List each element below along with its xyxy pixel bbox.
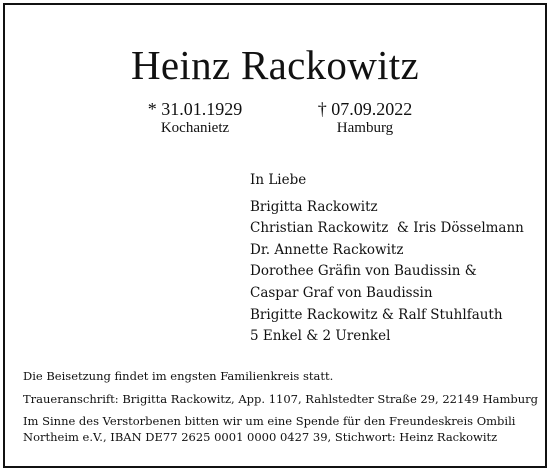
mourner-line: Dr. Annette Rackowitz: [250, 241, 404, 258]
mourner-line: Brigitta Rackowitz: [250, 198, 378, 215]
death-place: Hamburg: [336, 120, 394, 136]
birth-place: Kochanietz: [160, 120, 230, 136]
mourner-line: Brigitte Rackowitz & Ralf Stuhlfauth: [250, 306, 503, 323]
death-date: † 07.09.2022: [317, 99, 413, 119]
mourner-line: Dorothee Gräfin von Baudissin &: [250, 263, 477, 280]
donation-note-line: Northeim e.V., IBAN DE77 2625 0001 0000 0427 39, Stichwort: Heinz Rackowitz: [23, 430, 498, 444]
birth-date: * 31.01.1929: [147, 99, 243, 119]
birth-info: [130, 99, 260, 137]
address-note: Traueranschrift: Brigitta Rackowitz, App. 1107, Rahlstedter Straße 29, 22149 Hamburg: [23, 392, 539, 406]
death-info: [300, 99, 430, 137]
mourner-line: Christian Rackowitz & Iris Dösselmann: [250, 220, 524, 237]
deceased-name: Heinz Rackowitz: [131, 42, 419, 88]
donation-note-line: Im Sinne des Verstorbenen bitten wir um eine Spende für den Freundeskreis Ombili: [23, 414, 516, 428]
mourner-line: 5 Enkel & 2 Urenkel: [250, 328, 391, 345]
mourner-line: Caspar Graf von Baudissin: [250, 284, 433, 301]
donation-note: [23, 413, 515, 445]
mourners-intro: In Liebe: [250, 172, 307, 188]
mourners-block: [250, 170, 524, 348]
funeral-note: Die Beisetzung findet im engsten Familienkreis statt.: [23, 369, 334, 383]
